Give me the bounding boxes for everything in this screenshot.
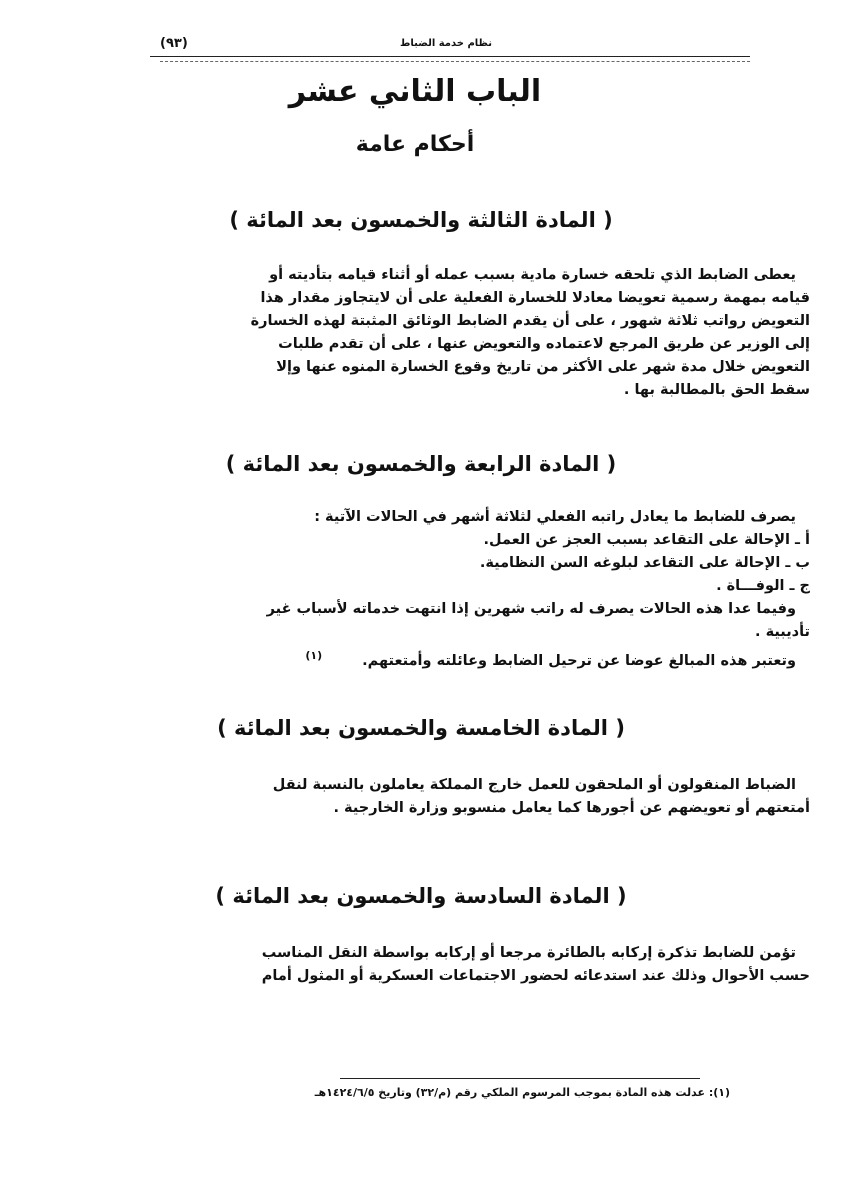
text-line: حسب الأحوال وذلك عند استدعائه لحضور الاجتماعات العسكرية أو المثول أمام	[261, 968, 810, 984]
article-body	[90, 506, 810, 673]
chapter-subtitle: أحكام عامة	[355, 132, 475, 157]
article-heading: ( المادة الخامسة والخمسون بعد المائة )	[217, 716, 625, 740]
footnote: (١): عدلت هذه المادة بموجب المرسوم الملكي رقم (م/٣٢) وتاريخ ١٤٢٤/٦/٥هـ	[314, 1086, 730, 1099]
text-line: سقط الحق بالمطالبة بها .	[623, 382, 810, 398]
text-line: التعويض رواتب ثلاثة شهور ، على أن يقدم الضابط الوثائق المثبتة لهذه الخسارة	[250, 313, 810, 329]
chapter-title: الباب الثاني عشر	[288, 74, 542, 109]
text-line: يعطى الضابط الذي تلحقه خسارة مادية بسبب عمله أو أثناء قيامه بتأديته أو	[269, 267, 796, 283]
text-line: التعويض خلال مدة شهر على الأكثر من تاريخ وقوع الخسارة المنوه عنها وإلا	[276, 359, 810, 375]
text-line: وفيما عدا هذه الحالات يصرف له راتب شهرين إذا انتهت خدماته لأسباب غير	[266, 601, 796, 617]
text-line: ب ـ الإحالة على التقاعد لبلوغه السن النظامية.	[479, 555, 810, 571]
text-line: أ ـ الإحالة على التقاعد بسبب العجز عن العمل.	[483, 532, 810, 548]
article-heading: ( المادة الرابعة والخمسون بعد المائة )	[225, 452, 617, 476]
text-line: قيامه بمهمة رسمية تعويضا معادلا للخسارة الفعلية على أن لايتجاوز مقدار هذا	[260, 290, 810, 306]
running-title: نظام خدمة الضباط	[400, 38, 493, 49]
text-line-content: وتعتبر هذه المبالغ عوضا عن ترحيل الضابط وعائلته وأمتعتهم.	[362, 652, 796, 669]
text-line: ج ـ الوفـــاة .	[716, 578, 810, 594]
footnote-marker: (١)	[305, 649, 323, 662]
header-rule-secondary	[160, 61, 750, 62]
text-line: أمتعتهم أو تعويضهم عن أجورها كما يعامل منسوبو وزارة الخارجية .	[333, 800, 810, 816]
article-body	[90, 264, 810, 402]
article-heading: ( المادة الثالثة والخمسون بعد المائة )	[229, 208, 613, 232]
text-line: تؤمن للضابط تذكرة إركابه بالطائرة مرجعا أو إركابه بواسطة النقل المناسب	[261, 945, 796, 961]
text-line: تأديبية .	[755, 624, 810, 640]
page-number: (٩٣)	[160, 36, 188, 51]
header-rule	[150, 56, 750, 57]
text-line: إلى الوزير عن طريق المرجع لاعتماده والتعويض عنها ، على أن تقدم طلبات	[278, 336, 810, 352]
page-header	[150, 36, 750, 58]
text-line	[90, 644, 810, 673]
text-line: الضباط المنقولون أو الملحقون للعمل خارج المملكة يعاملون بالنسبة لنقل	[272, 777, 796, 793]
article-body	[90, 942, 810, 988]
footnote-rule	[340, 1078, 700, 1079]
article-heading: ( المادة السادسة والخمسون بعد المائة )	[215, 884, 627, 908]
text-line: يصرف للضابط ما يعادل راتبه الفعلي لثلاثة أشهر في الحالات الآتية :	[314, 509, 796, 525]
article-body	[90, 774, 810, 820]
